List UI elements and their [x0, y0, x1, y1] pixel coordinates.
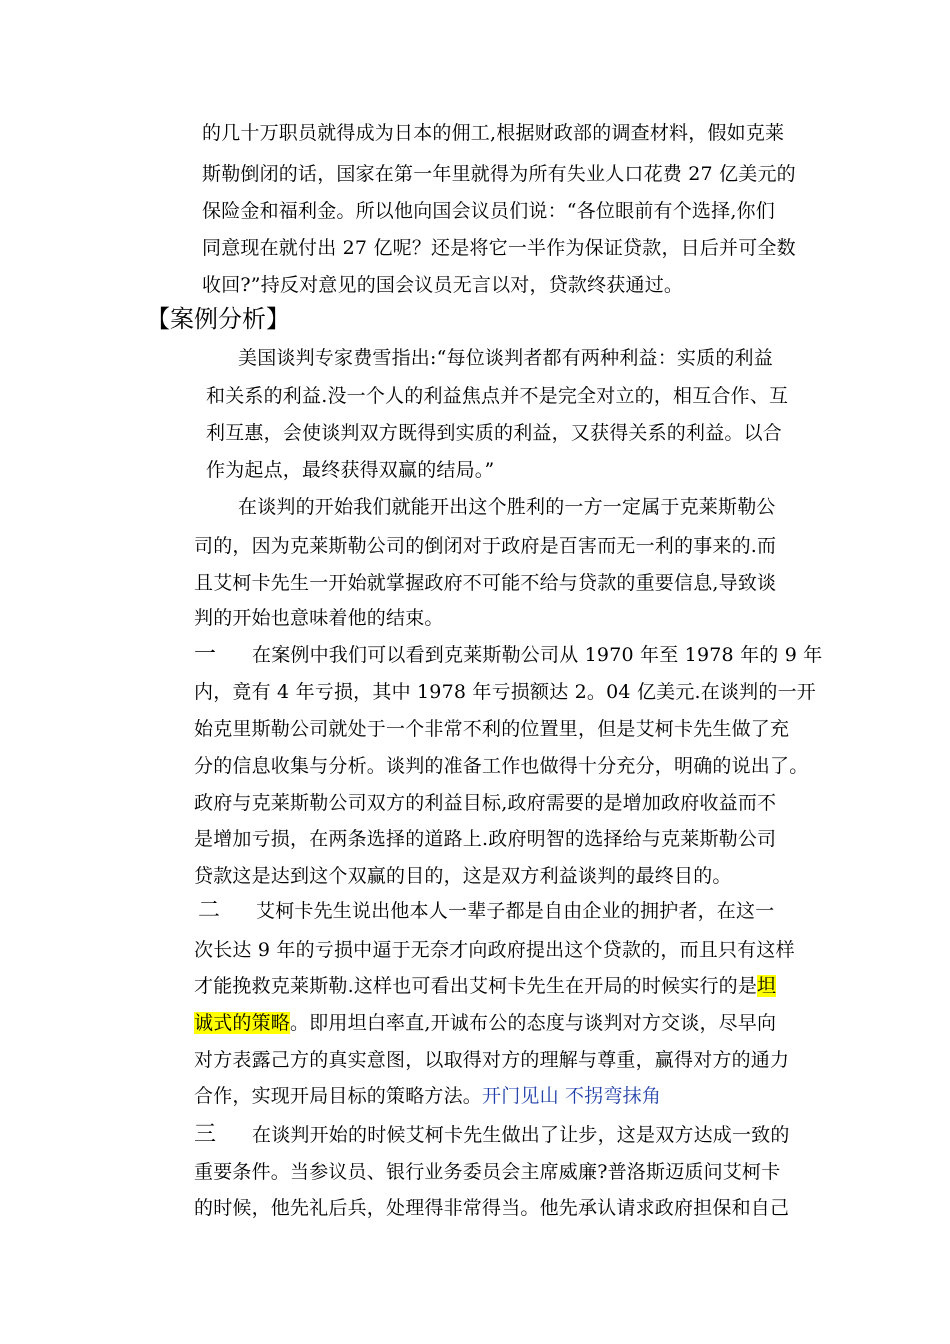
- point-3-first-text: 在谈判开始的时候艾柯卡先生做出了让步，这是双方达成一致的: [252, 1124, 790, 1146]
- quote-line-4: 作为起点，最终获得双赢的结局。”: [206, 459, 495, 481]
- highlight-candid-strategy-part-2: 诚式的策略: [194, 1012, 291, 1034]
- intro-line-5: 收回?”持反对意见的国会议员无言以对，贷款终获通过。: [202, 274, 684, 296]
- summary-line-4: 判的开始也意味着他的结束。: [194, 607, 444, 629]
- point-1-marker: 一: [194, 642, 217, 667]
- point-1-line-7: 贷款这是达到这个双赢的目的，这是双方利益谈判的最终目的。: [194, 865, 732, 887]
- point-1-first-text: 在案例中我们可以看到克莱斯勒公司从 1970 年至 1978 年的 9 年: [252, 644, 823, 666]
- point-1-line-6: 是增加亏损，在两条选择的道路上.政府明智的选择给与克莱斯勒公司: [194, 828, 777, 850]
- point-2-first-text: 艾柯卡先生说出他本人一辈子都是自由企业的拥护者，在这一: [256, 900, 775, 922]
- quote-line-3: 利互惠，会使谈判双方既得到实质的利益，又获得关系的利益。以合: [206, 422, 783, 444]
- summary-line-1: 在谈判的开始我们就能开出这个胜利的一方一定属于克莱斯勒公: [238, 496, 776, 518]
- point-2-line-6-text: 合作，实现开局目标的策略方法。: [194, 1085, 483, 1107]
- point-2-line-4-text: 。即用坦白率直,开诚布公的态度与谈判对方交谈，尽早向: [290, 1012, 777, 1034]
- highlight-candid-strategy-part-1: 坦: [757, 975, 777, 997]
- blue-annotation-text: 开门见山 不拐弯抹角: [482, 1085, 662, 1107]
- point-2-line-6: [194, 1083, 661, 1109]
- quote-line-1: 美国谈判专家费雪指出:“每位谈判者都有两种利益：实质的利益: [238, 347, 773, 369]
- summary-line-3: 且艾柯卡先生一开始就掌握政府不可能不给与贷款的重要信息,导致谈: [194, 572, 777, 594]
- point-2-line-5: 对方表露己方的真实意图，以取得对方的理解与尊重，赢得对方的通力: [194, 1049, 790, 1071]
- point-2-line-3: [194, 973, 776, 999]
- point-2-first-line: [198, 898, 774, 924]
- point-1-line-4: 分的信息收集与分析。谈判的准备工作也做得十分充分，明确的说出了。: [194, 755, 809, 777]
- intro-line-1: 的几十万职员就得成为日本的佣工,根据财政部的调查材料，假如克莱: [202, 122, 785, 144]
- point-3-line-3: 的时候，他先礼后兵，处理得非常得当。他先承认请求政府担保和自己: [194, 1197, 790, 1219]
- point-3-line-2: 重要条件。当参议员、银行业务委员会主席威廉?普洛斯迈质问艾柯卡: [194, 1161, 781, 1183]
- point-1-line-5: 政府与克莱斯勒公司双方的利益目标,政府需要的是增加政府收益而不: [194, 792, 777, 814]
- intro-line-3: 保险金和福利金。所以他向国会议员们说：“各位眼前有个选择,你们: [202, 200, 775, 222]
- quote-line-2: 和关系的利益.没一个人的利益焦点并不是完全对立的，相互合作、互: [206, 385, 789, 407]
- point-1-line-3: 始克里斯勒公司就处于一个非常不利的位置里，但是艾柯卡先生做了充: [194, 718, 790, 740]
- intro-line-2: 斯勒倒闭的话，国家在第一年里就得为所有失业人口花费 27 亿美元的: [202, 163, 796, 185]
- point-2-line-2: 次长达 9 年的亏损中逼于无奈才向政府提出这个贷款的，而且只有这样: [194, 939, 795, 961]
- point-3-first-line: [194, 1122, 790, 1148]
- point-1-first-line: [194, 642, 822, 668]
- summary-line-2: 司的，因为克莱斯勒公司的倒闭对于政府是百害而无一利的事来的.而: [194, 535, 777, 557]
- point-1-line-2: 内，竟有 4 年亏损，其中 1978 年亏损额达 2。04 亿美元.在谈判的一开: [194, 681, 816, 703]
- intro-line-4: 同意现在就付出 27 亿呢？还是将它一半作为保证贷款，日后并可全数: [202, 237, 796, 259]
- point-2-line-3-text: 才能挽救克莱斯勒.这样也可看出艾柯卡先生在开局的时候实行的是: [194, 975, 758, 997]
- point-2-line-4: [194, 1010, 776, 1036]
- point-3-marker: 三: [194, 1122, 217, 1147]
- point-2-marker: 二: [198, 898, 221, 923]
- section-heading-case-analysis: 【案例分析】: [146, 305, 290, 333]
